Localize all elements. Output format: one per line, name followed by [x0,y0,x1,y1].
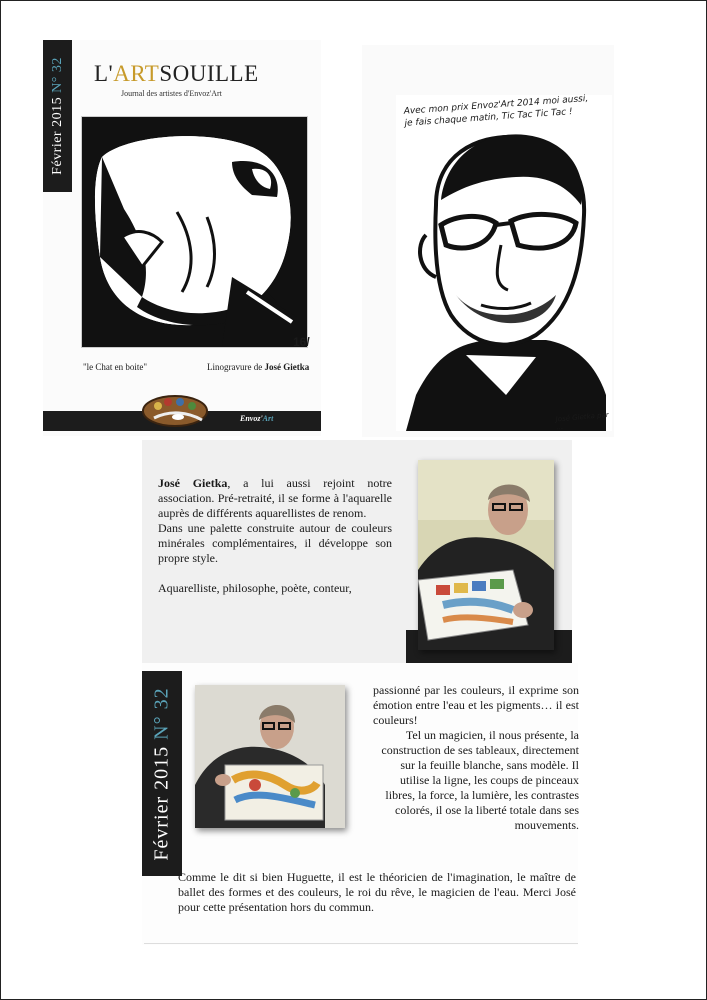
issue-side-text: Février 2015 N° 32 [150,686,173,861]
intro-paragraph-1: José Gietka, a lui aussi rejoint notre association. Pré-retraité, il se forme à l'aquarelle auprès de différents aquarellistes de renom. [158,476,392,520]
cover-spine [43,40,72,192]
cover-page-number: 16/ [293,335,310,349]
bottom-rule [144,943,578,944]
cover-caption-title: "le Chat en boite" [83,362,148,372]
intro-paragraph-3: Aquarelliste, philosophe, poète, conteur, [158,581,352,595]
cover-caption-credit: Linogravure de José Gietka [207,362,310,372]
caricature-signature: José Gietka par ... [555,410,610,432]
body-paragraph-1: passionné par les couleurs, il exprime son émotion entre l'eau et les pigments… il est couleurs! [373,683,579,727]
caricature-frame [396,95,612,431]
intro-paragraph-2: Dans une palette construite autour de couleurs minérales complémentaires, il développe son propre style. [158,521,392,565]
cover-subtitle: Journal des artistes d'Envoz'Art [121,89,222,98]
photo-artist-with-painting [195,685,345,828]
issue-side-banner [142,671,182,876]
caricature-dedication: Avec mon prix Envoz'Art 2014 moi aussi, je fais chaque matin, Tic Tac Tic Tac ! [403,93,589,129]
photo-artist-with-palette [418,460,554,650]
closing-paragraph: Comme le dit si bien Huguette, il est le théoricien de l'imagination, le maître de ballet des formes et des couleurs, le roi du rêve, le magicien de l'eau. Merci José pour cette présentation hors du commun. [178,870,576,914]
cover-title: L'ARTSOUILLE [94,61,259,86]
cat-linocut-image [81,116,308,348]
caricature-drawing [362,45,614,437]
palette-logo [140,392,210,428]
article-body-text [373,683,579,833]
cover-spine-text: Février 2015 N° 32 [49,57,65,175]
article-intro-text [158,476,392,596]
cover-footer-label: Envoz'Art [240,414,274,423]
magazine-cover [43,40,321,436]
article-continuation-section [142,663,578,945]
body-paragraph-2: Tel un magicien, il nous présente, la construction de ses tableaux, directement sur la feuille blanche, sans modèle. Il utilise la ligne, les coups de pinceaux libres, la force, la lumière, les contrastes colorés, il ose la liberté totale dans ses mouvements. [381,728,579,832]
article-intro-section [142,440,572,663]
